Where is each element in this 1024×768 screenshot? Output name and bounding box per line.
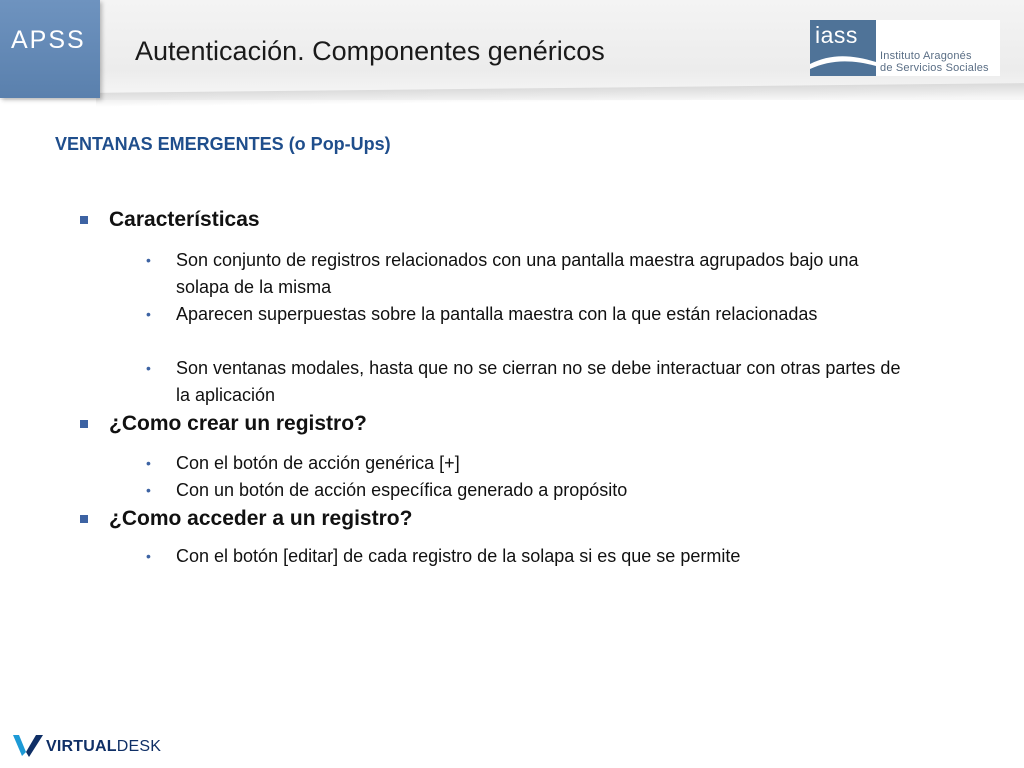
dot-bullet-icon: •	[146, 360, 151, 376]
list-item-text: Son conjunto de registros relacionados con una pantalla maestra agrupados bajo una solapa de la misma	[176, 250, 859, 297]
virtualdesk-v-icon	[12, 732, 44, 758]
virtualdesk-wordmark-regular: DESK	[116, 738, 162, 755]
list-item-text: Con el botón de acción genérica [+]	[176, 453, 460, 473]
virtualdesk-wordmark-bold: VIRTUAL	[46, 738, 117, 755]
square-bullet-icon	[80, 515, 88, 523]
virtualdesk-wordmark	[46, 738, 161, 756]
bullet-label: ¿Como crear un registro?	[109, 412, 367, 435]
iass-logo-mark	[810, 20, 876, 76]
bullet-label: ¿Como acceder a un registro?	[109, 507, 413, 530]
slide-title: Autenticación. Componentes genéricos	[135, 36, 605, 66]
dot-bullet-icon: •	[146, 455, 151, 471]
dot-bullet-icon: •	[146, 252, 151, 268]
dot-bullet-icon: •	[146, 482, 151, 498]
list-item-text: Aparecen superpuestas sobre la pantalla maestra con la que están relacionadas	[176, 304, 818, 324]
square-bullet-icon	[80, 216, 88, 224]
apss-badge	[0, 0, 100, 98]
iass-swoosh-icon	[810, 50, 876, 76]
square-bullet-icon	[80, 420, 88, 428]
iass-logo-word: iass	[815, 22, 858, 48]
apss-badge-text: APSS	[11, 26, 86, 54]
dot-bullet-icon: •	[146, 548, 151, 564]
virtualdesk-logo	[12, 730, 182, 760]
dot-bullet-icon: •	[146, 306, 151, 322]
list-item-text: Son ventanas modales, hasta que no se cierran no se debe interactuar con otras partes de la aplicación	[176, 358, 901, 405]
list-item-text: Con un botón de acción específica generado a propósito	[176, 480, 628, 500]
iass-logo	[810, 20, 1000, 76]
list-item-text: Con el botón [editar] de cada registro de la solapa si es que se permite	[176, 546, 741, 566]
section-heading: VENTANAS EMERGENTES (o Pop-Ups)	[55, 134, 391, 154]
bullet-label: Características	[109, 208, 260, 231]
iass-logo-line2: de Servicios Sociales	[880, 62, 989, 74]
iass-logo-line1: Instituto Aragonés	[880, 50, 972, 62]
